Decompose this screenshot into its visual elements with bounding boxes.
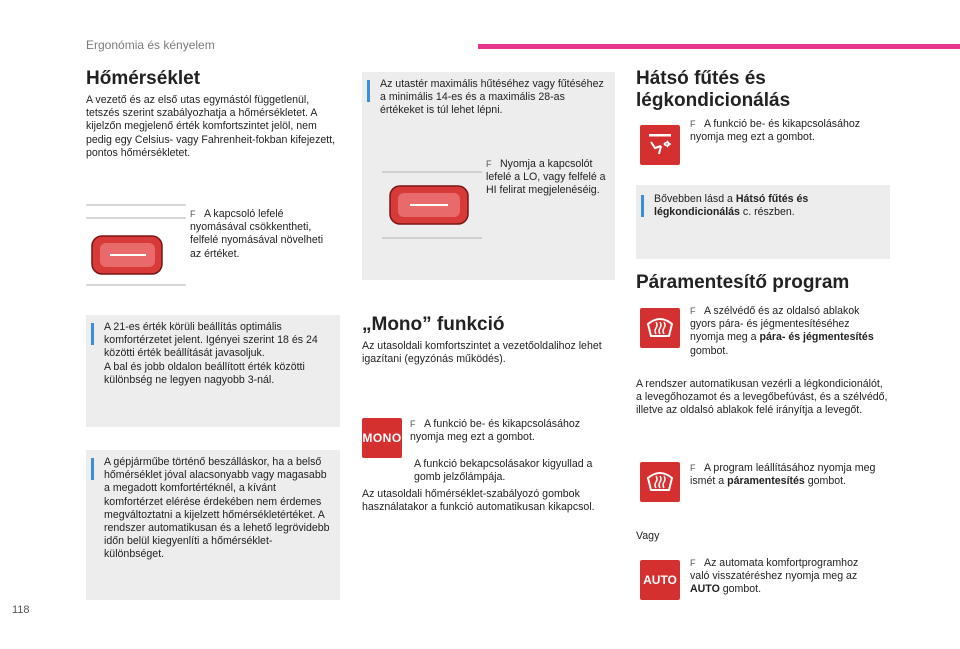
header-accent-bar: [478, 44, 960, 49]
temperature-switch-illustration: [86, 200, 186, 290]
rear-climate-button[interactable]: [640, 125, 680, 165]
mono-button[interactable]: MONO: [362, 418, 402, 458]
optimal-setting-text: A 21-es érték körüli beállítás optimális komfortérzetet jelent. Igényei szerint 18 és 24 közötti érték beállítását javasoljuk. A bal és jobb oldalon beállított érték közötti különbség ne legyen nagyobb 3-nál.: [104, 321, 318, 386]
boarding-note: [86, 450, 340, 600]
note-accent-icon: [91, 323, 94, 345]
defrost-stop-button[interactable]: [640, 462, 680, 502]
rear-climate-note: [636, 185, 890, 259]
temperature-title: Hőmérséklet: [86, 68, 201, 89]
auto-step: F Az automata komfortprogramhoz való visszatéréshez nyomja meg az AUTO gombot.: [690, 557, 859, 596]
step-bullet-icon: F: [690, 119, 696, 129]
mono-intro: Az utasoldali komfortszintet a vezetőoldalihoz lehet igazítani (egyzónás működés).: [362, 340, 602, 366]
mono-step: F A funkció be- és kikapcsolásához nyomja meg ezt a gombot.: [410, 418, 581, 444]
defrost-step-2: F A program leállításához nyomja meg ismét a páramentesítés gombot.: [690, 462, 876, 488]
section-header: Ergonómia és kényelem: [86, 38, 215, 52]
boarding-note-text: A gépjárműbe történő beszálláskor, ha a belső hőmérséklet jóval alacsonyabb vagy magasabb a megadott komfortértéknél, a kívánt komfortérzet elérése érdekében nem érdemes megváltoztatni a kijelzett hőmérsékletértéket. A rendszer automatikusan és a lehető legrövidebb időn belül kiegyenlíti a hőmérséklet-különbséget.: [104, 456, 330, 561]
defrost-button[interactable]: [640, 308, 680, 348]
step-bullet-icon: F: [690, 463, 696, 473]
mono-indicator-text: A funkció bekapcsolásakor kigyullad a gomb jelzőlámpája.: [414, 458, 593, 484]
temperature-step: F A kapcsoló lefelé nyomásával csökkentheti, felfelé nyomásával növelheti az értéket.: [190, 208, 324, 260]
defrost-title: Páramentesítő program: [636, 272, 850, 293]
windscreen-defrost-icon: [646, 316, 674, 340]
or-text: Vagy: [636, 530, 660, 542]
rear-climate-step: F A funkció be- és kikapcsolásához nyomja meg ezt a gombot.: [690, 118, 861, 144]
mono-title: „Mono” funkció: [362, 314, 505, 335]
step-bullet-icon: F: [486, 159, 492, 169]
note-accent-icon: [91, 458, 94, 480]
mono-auto-off-text: Az utasoldali hőmérséklet-szabályozó gombok használatakor a funkció automatikusan kikapcsol.: [362, 488, 595, 514]
step-bullet-icon: F: [410, 419, 416, 429]
page-number: 118: [12, 604, 30, 616]
windscreen-defrost-icon: [646, 470, 674, 494]
note-accent-icon: [367, 80, 370, 102]
lo-hi-switch-illustration: [382, 168, 482, 242]
max-temp-note: Az utastér maximális hűtéséhez vagy fűtéséhez a minimális 14-es és a maximális 28-as értékeket is túl lehet lépni.: [380, 78, 604, 117]
temperature-intro: A vezető és az első utas egymástól függetlenül, tetszés szerint szabályozhatja a hőmérsékletet. A kijelzőn megjelenő érték komfortszintet jelöl, nem pedig egy Celsius- vagy Fahrenheit-fokban kifejezett, pontos hőmérsékletet.: [86, 94, 336, 159]
rear-climate-title: Hátsó fűtés és légkondicionálás: [636, 68, 791, 111]
note-accent-icon: [641, 195, 644, 217]
lo-hi-step: F Nyomja a kapcsolót lefelé a LO, vagy felfelé a HI felirat megjelenéséig.: [486, 158, 606, 197]
step-bullet-icon: F: [690, 306, 696, 316]
optimal-setting-note: [86, 315, 340, 427]
rear-climate-note-text: Bővebben lásd a Hátsó fűtés és légkondicionálás c. részben.: [654, 193, 809, 219]
max-temp-panel: [362, 72, 615, 280]
defrost-step-1: F A szélvédő és az oldalsó ablakok gyors pára- és jégmentesítéséhez nyomja meg a pára- és jégmentesítés gombot.: [690, 305, 874, 357]
step-bullet-icon: F: [690, 558, 696, 568]
auto-button[interactable]: AUTO: [640, 560, 680, 600]
defrost-description: A rendszer automatikusan vezérli a légkondicionálót, a levegőhozamot és a levegőbefúvást, és a szélvédő, illetve az oldalsó ablakok felé irányítja a levegőt.: [636, 378, 888, 417]
step-bullet-icon: F: [190, 209, 196, 219]
rear-seat-fan-icon: [645, 132, 675, 158]
